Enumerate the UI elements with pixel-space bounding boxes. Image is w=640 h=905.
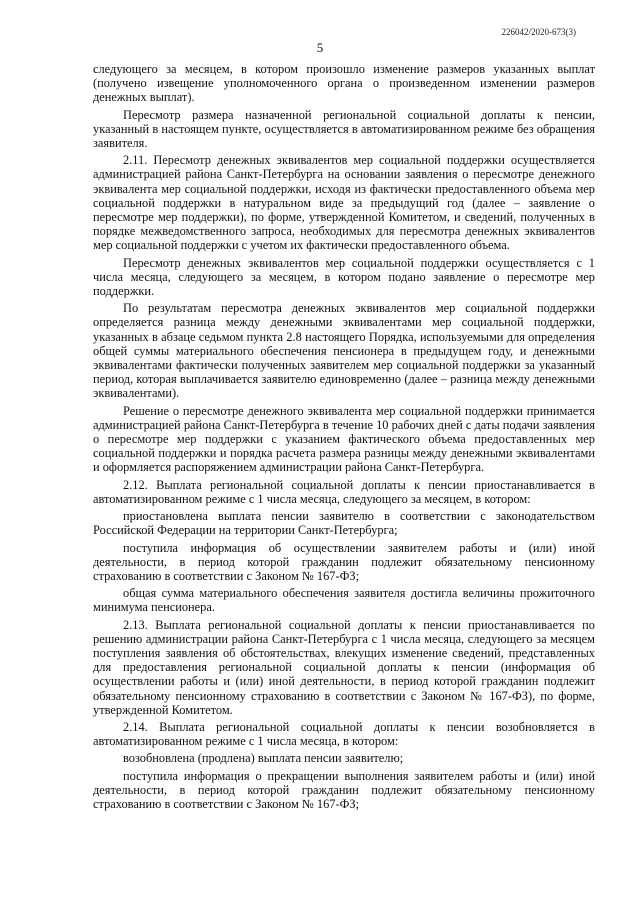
paragraph: 2.13. Выплата региональной социальной доплаты к пенсии приостанавливается по решению администрации района Санкт-Петербурга с 1 числа месяца, следующего за месяцем поступления заявления об обстоятельствах, влекущих изменение сведений, представленных для предоставления региональной социальной доплаты к пенсии (информация об осуществлении работы и (или) иной деятельности, в период которой гражданин подлежит обязательному пенсионному страхованию в соответствии с Законом № 167-ФЗ), по форме, утвержденной Комитетом. bbox=[93, 617, 595, 717]
paragraph: Решение о пересмотре денежного эквивалента мер социальной поддержки принимается администрацией района Санкт-Петербурга в течение 10 рабочих дней с даты подачи заявления о пересмотре мер поддержки с указанием фактического объема предоставленных мер социальной поддержки и порядка расчета размера разницы между денежными эквивалентами и оформляется распоряжением администрации района Санкт-Петербурга. bbox=[93, 403, 595, 475]
page-number: 5 bbox=[316, 40, 324, 55]
paragraph: Пересмотр денежных эквивалентов мер социальной поддержки осуществляется с 1 числа месяца, следующего за месяцем, в котором подано заявление о пересмотре мер поддержки. bbox=[93, 255, 595, 299]
paragraph: следующего за месяцем, в котором произошло изменение размеров указанных выплат (получено извещение уполномоченного органа о произведенном изменении размеров денежных выплат). bbox=[93, 62, 595, 105]
document-body bbox=[93, 62, 595, 814]
paragraph: поступила информация об осуществлении заявителем работы и (или) иной деятельности, в период которой гражданин подлежит обязательному пенсионному страхованию в соответствии с Законом № 167-ФЗ; bbox=[93, 540, 595, 583]
paragraph: 2.11. Пересмотр денежных эквивалентов мер социальной поддержки осуществляется администрацией района Санкт-Петербурга на основании заявления о пересмотре денежного эквивалента мер социальной поддержки, исходя из фактически предоставленного объема мер социальной поддержки в натуральном виде за предыдущий год (далее – заявление о пересмотре мер поддержки), по форме, утвержденной Комитетом, и сведений, полученных в порядке межведомственного запроса, необходимых для пересмотра денежных эквивалентов мер социальной поддержки с учетом их фактически предоставленного объема. bbox=[93, 153, 595, 253]
paragraph: поступила информация о прекращении выполнения заявителем работы и (или) иной деятельности, в период которой гражданин подлежит обязательному пенсионному страхованию в соответствии с Законом № 167-ФЗ; bbox=[93, 768, 595, 811]
paragraph: По результатам пересмотра денежных эквивалентов мер социальной поддержки определяется разница между денежными эквивалентами мер социальной поддержки, указанных в абзаце седьмом пункта 2.8 настоящего Порядка, используемыми для определения общей суммы материального обеспечения пенсионера в предыдущем году, и денежными эквивалентами фактически полученных заявителем мер социальной поддержки за указанный период, которая выплачивается заявителю единовременно (далее – разница между денежными эквивалентами). bbox=[93, 301, 595, 401]
paragraph: общая сумма материального обеспечения заявителя достигла величины прожиточного минимума пенсионера. bbox=[93, 586, 595, 615]
document-number: 226042/2020-673(3) bbox=[501, 27, 576, 37]
paragraph: Пересмотр размера назначенной региональной социальной доплаты к пенсии, указанный в настоящем пункте, осуществляется в автоматизированном режиме без обращения заявителя. bbox=[93, 107, 595, 151]
paragraph: 2.12. Выплата региональной социальной доплаты к пенсии приостанавливается в автоматизированном режиме с 1 числа месяца, следующего за месяцем, в котором: bbox=[93, 477, 595, 506]
paragraph: приостановлена выплата пенсии заявителю в соответствии с законодательством Российской Федерации на территории Санкт-Петербурга; bbox=[93, 509, 595, 538]
paragraph: возобновлена (продлена) выплата пенсии заявителю; bbox=[123, 751, 404, 766]
paragraph: 2.14. Выплата региональной социальной доплаты к пенсии возобновляется в автоматизированном режиме с 1 числа месяца, в котором: bbox=[93, 719, 595, 749]
